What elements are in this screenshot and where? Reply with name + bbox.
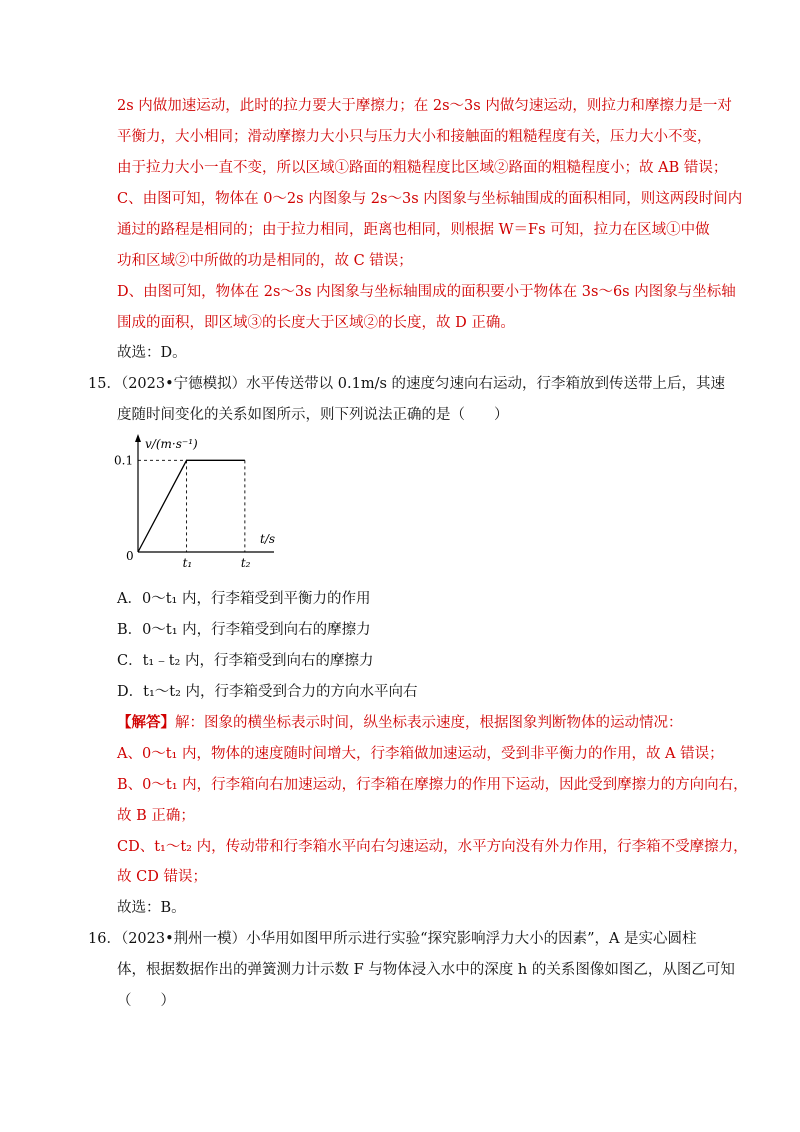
answer-line: 故 B 正确； xyxy=(117,808,195,824)
question-16-stem-cont: 体，根据数据作出的弹簧测力计示数 F 与物体浸入水中的深度 h 的关系图像如图乙，从图乙可知 xyxy=(117,962,735,978)
question-16-stem: 16．（2023•荆州一模）小华用如图甲所示进行实验“探究影响浮力大小的因素”，A 是实心圆柱 xyxy=(88,931,697,947)
y-axis-label: v/(m·s⁻¹) xyxy=(145,437,198,451)
answer-line: B、0～t₁ 内，行李箱向右加速运动，行李箱在摩擦力的作用下运动，因此受到摩擦力的方向向右， xyxy=(117,777,748,793)
y-tick-label: 0.1 xyxy=(114,453,134,468)
question-15-stem: 15．（2023•宁德模拟）水平传送带以 0.1m/s 的速度匀速向右运动，行李箱放到传送带上后，其速 xyxy=(88,376,726,392)
solution-line: 2s 内做加速运动，此时的拉力要大于摩擦力；在 2s～3s 内做匀速运动，则拉力和摩擦力是一对 xyxy=(117,98,732,114)
question-16-blank: （ ） xyxy=(117,993,175,1009)
solution-line: 围成的面积，即区域③的长度大于区域②的长度，故 D 正确。 xyxy=(117,315,515,331)
y-axis-arrow xyxy=(135,434,141,442)
answer-intro: 解：图象的横坐标表示时间，纵坐标表示速度，根据图象判断物体的运动情况： xyxy=(175,715,683,731)
solution-line: C、由图可知，物体在 0～2s 内图象与 2s～3s 内图象与坐标轴围成的面积相同，则这两段时间内 xyxy=(117,191,743,207)
option-c: C．t₁﹣t₂ 内，行李箱受到向右的摩擦力 xyxy=(117,653,374,669)
x-tick-label-t2: t₂ xyxy=(240,556,251,570)
final-answer: 故选：B。 xyxy=(117,900,186,916)
x-tick-label-t1: t₁ xyxy=(182,556,193,570)
final-answer: 故选：D。 xyxy=(117,345,187,361)
answer-line: 故 CD 错误； xyxy=(117,869,207,885)
option-d: D．t₁～t₂ 内，行李箱受到合力的方向水平向右 xyxy=(117,684,418,700)
option-a: A．0～t₁ 内，行李箱受到平衡力的作用 xyxy=(117,591,371,607)
origin-label: 0 xyxy=(126,549,134,563)
answer-line: CD、t₁～t₂ 内，传动带和行李箱水平向右匀速运动，水平方向没有外力作用，行李箱不受摩擦力， xyxy=(117,839,748,855)
x-axis-label: t/s xyxy=(260,532,276,546)
velocity-time-chart xyxy=(112,432,282,577)
solution-line: 通过的路程是相同的；由于拉力相同，距离也相同，则根据 W＝Fs 可知，拉力在区域①中做 xyxy=(117,222,710,238)
answer-line: A、0～t₁ 内，物体的速度随时间增大，行李箱做加速运动，受到非平衡力的作用，故 A 错误； xyxy=(117,746,724,762)
question-15-stem-cont: 度随时间变化的关系如图所示，则下列说法正确的是（ ） xyxy=(117,407,509,423)
option-b: B．0～t₁ 内，行李箱受到向右的摩擦力 xyxy=(117,622,371,638)
solution-line: D、由图可知，物体在 2s～3s 内图象与坐标轴围成的面积要小于物体在 3s～6s 内图象与坐标轴 xyxy=(117,284,736,300)
answer-first-line xyxy=(117,713,683,733)
solution-line: 由于拉力大小一直不变，所以区域①路面的粗糙程度比区域②路面的粗糙程度小；故 AB 错误； xyxy=(117,160,728,176)
answer-tag: 【解答】 xyxy=(117,714,175,731)
solution-line: 功和区域②中所做的功是相同的，故 C 错误； xyxy=(117,253,413,269)
velocity-series-line xyxy=(138,460,245,552)
solution-line: 平衡力，大小相同；滑动摩擦力大小只与压力大小和接触面的粗糙程度有关，压力大小不变， xyxy=(117,129,712,145)
